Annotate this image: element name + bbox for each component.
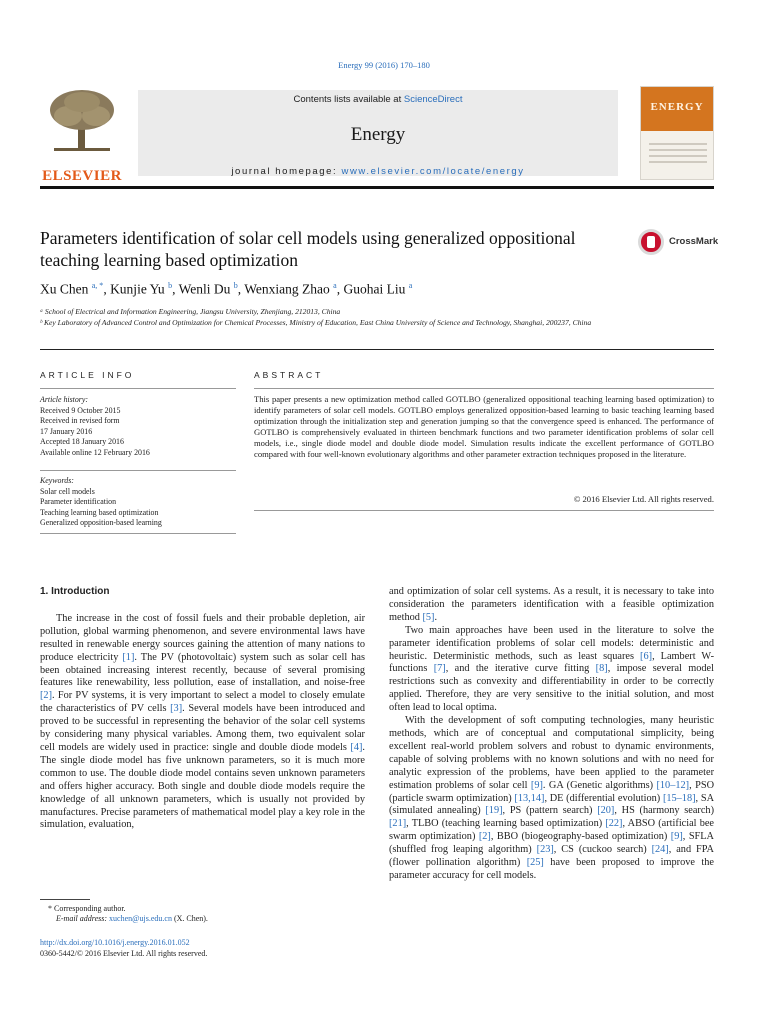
author-name: Kunjie Yu	[110, 281, 169, 297]
body-column-left	[40, 586, 365, 832]
crossmark-badge[interactable]	[638, 229, 718, 257]
reference-link[interactable]: [20]	[597, 805, 615, 817]
body-paragraph	[389, 625, 714, 715]
reference-link[interactable]: [3]	[170, 703, 183, 715]
journal-banner	[138, 90, 618, 176]
body-text: have been proposed to improve the parameter accuracy for cell models.	[389, 857, 714, 881]
email-note: E-mail address: xuchen@ujs.edu.cn (X. Chen).	[56, 914, 208, 923]
footnote-rule	[40, 899, 90, 900]
body-text: , SFLA (shuffled frog leaping algorithm)	[389, 831, 714, 856]
reference-link[interactable]: [19]	[485, 805, 503, 817]
reference-link[interactable]: [2]	[478, 831, 491, 843]
reference-link[interactable]: [6]	[640, 650, 653, 662]
reference-link[interactable]: [24]	[651, 844, 669, 856]
abstract-copyright: © 2016 Elsevier Ltd. All rights reserved.	[573, 494, 714, 504]
article-title: Parameters identification of solar cell models using generalized oppositional teaching learning based optimization	[40, 228, 576, 270]
info-divider	[40, 388, 236, 389]
homepage-line: journal homepage: www.elsevier.com/locate/energy	[231, 166, 525, 177]
body-paragraph	[40, 613, 365, 832]
history-entry: Accepted 18 January 2016	[40, 437, 124, 446]
doi-link[interactable]: http://dx.doi.org/10.1016/j.energy.2016.01.052	[40, 938, 190, 947]
body-text: . The PV (photovoltaic) system such as solar cell has been obtained increasing interest recently, because of several promising features like renewability, less pollution, ease of installation, and noise-free	[40, 651, 365, 689]
reference-link[interactable]: [8]	[595, 663, 608, 675]
cover-title: ENERGY	[650, 101, 704, 113]
citation-line[interactable]: Energy 99 (2016) 170–180	[338, 60, 430, 70]
corresponding-author-note: * Corresponding author.	[48, 904, 126, 913]
author-name: Wenxiang Zhao	[244, 281, 334, 297]
abstract-divider-top	[254, 388, 714, 389]
journal-name: Energy	[350, 124, 406, 145]
article-info-heading: ARTICLE INFO	[40, 370, 135, 380]
info-bottom-divider	[40, 533, 236, 534]
keyword: Generalized opposition-based learning	[40, 518, 162, 527]
body-text: Two main approaches have been used in the literature to solve the parameter identification problems of solar cell models: deterministic and heuristic. Deterministic methods, such as least squares	[389, 624, 714, 662]
reference-link[interactable]: [4]	[350, 741, 363, 753]
masthead-divider	[40, 186, 714, 189]
body-text: , Lambert W-functions	[389, 650, 714, 675]
author-affiliation-marker[interactable]: a, *	[91, 281, 104, 290]
body-text: .	[434, 611, 438, 623]
history-entry: Available online 12 February 2016	[40, 447, 150, 457]
reference-link[interactable]: [2]	[40, 690, 53, 702]
sciencedirect-link[interactable]: ScienceDirect	[403, 94, 463, 105]
body-text: , and the iterative curve fitting	[445, 663, 596, 675]
author-affiliation-marker[interactable]: a	[408, 281, 413, 290]
body-text: . Several models have been introduced and proved to be successful in representing the behavior of the solar cell systems by considering many physical variables. Among them, two equivalent solar cell models are widely used in practice: single and double diode models	[40, 703, 365, 753]
keywords-divider	[40, 470, 236, 471]
reference-link[interactable]: [7]	[433, 663, 446, 675]
body-text: , ABSO (artificial bee swarm optimization)	[389, 818, 714, 843]
reference-link[interactable]: [9]	[530, 779, 543, 791]
reference-link[interactable]: [5]	[422, 611, 435, 623]
email-link[interactable]: xuchen@ujs.edu.cn	[109, 914, 172, 923]
body-text: and optimization of solar cell systems. As a result, it is necessary to take into consideration the parameters identification with a feasible optimization method	[389, 586, 714, 623]
history-entry: Received 9 October 2015	[40, 405, 121, 415]
body-text: , PS (pattern search)	[502, 805, 598, 817]
body-text: . GA (Genetic algorithms)	[542, 779, 657, 791]
reference-link[interactable]: [9]	[670, 831, 683, 843]
reference-link[interactable]: [13,14]	[514, 792, 545, 804]
author-affiliation-marker[interactable]: b	[233, 281, 238, 290]
body-text: The increase in the cost of fossil fuels and their probable depletion, air pollution, global warming phenomenon, and severe environmental laws have resulted in renewable energy sources gaining the attention of many nations to produce electricity	[40, 612, 365, 663]
crossmark-icon	[638, 229, 664, 255]
reference-link[interactable]: [1]	[122, 651, 135, 663]
section-heading: 1. Introduction	[40, 586, 110, 597]
article-history: Article history: Received 9 October 2015 Received in revised form 17 January 2016 Accepted 18 January 2016 Available online 12 February 2016	[40, 395, 240, 458]
body-text: , SA (simulated annealing)	[389, 792, 715, 817]
reference-link[interactable]: [25]	[526, 857, 544, 869]
body-text: , HS (harmony search)	[614, 805, 714, 817]
keywords: Keywords: Solar cell models Parameter identification Teaching learning based optimization Generalized opposition-based learning	[40, 476, 240, 529]
body-column-right	[389, 586, 714, 883]
author-affiliation-marker[interactable]: a	[333, 281, 337, 290]
keyword: Teaching learning based optimization	[40, 507, 159, 517]
issn-copyright: 0360-5442/© 2016 Elsevier Ltd. All rights reserved.	[40, 949, 208, 958]
reference-link[interactable]: [21]	[389, 818, 407, 830]
author-list: Xu Chen $^{a, *}$, Kunjie Yu $^b$, Wenli Du $^b$, Wenxiang Zhao $^a$, Guohai Liu $^a$	[40, 281, 413, 297]
abstract-heading: ABSTRACT	[254, 370, 324, 380]
keyword: Solar cell models	[40, 486, 95, 496]
body-text: . The single diode model has five unknown parameters, so it is much more common to use. The double diode model contains seven unknown parameters and offers higher accuracy. Both single and double diode models require the knowledge of all unknown parameters, which is usually not provided by manufactures. Precise parameters of mathematical model play a key role in the simulation, evaluation,	[40, 741, 365, 831]
author-affiliation-marker[interactable]: b	[168, 281, 173, 290]
reference-link[interactable]: [23]	[536, 844, 554, 856]
journal-masthead	[40, 84, 714, 184]
elsevier-logo[interactable]	[40, 88, 124, 184]
author-name: Xu Chen	[40, 281, 92, 297]
body-text: With the development of soft computing technologies, many heuristic methods, which are of conceptual and computational simplicity, being excellent real-world problem solvers and robust to dynamic environments, capable of solving problems with no known solutions and with no need for analytic expression of the problems, have been applied to the parameter estimation problems of solar cell	[389, 715, 714, 791]
journal-cover-thumbnail[interactable]	[640, 86, 714, 180]
body-text: , impose several model restrictions such as convexity and differentiability in order to be correctly applied. Therefore, they are very sensitive to the initial solution, and most often lead to local optima.	[389, 663, 714, 714]
reference-link[interactable]: [15–18]	[662, 792, 696, 804]
abstract-divider-bottom	[254, 510, 714, 511]
body-text: , DE (differential evolution)	[544, 792, 663, 804]
homepage-link[interactable]: www.elsevier.com/locate/energy	[341, 166, 525, 177]
header-divider	[40, 349, 714, 350]
author-name: Guohai Liu	[343, 281, 409, 297]
contents-line: Contents lists available at ScienceDirect	[293, 94, 463, 105]
reference-link[interactable]: [22]	[605, 818, 623, 830]
affiliation-b: ᵇ Key Laboratory of Advanced Control and Optimization for Chemical Processes, Ministry of Education, East China University of Science and Technology, Shanghai, 200237, China	[40, 318, 592, 327]
keyword: Parameter identification	[40, 497, 117, 506]
body-text: , BBO (biogeography-based optimization)	[490, 831, 671, 843]
author-name: Wenli Du	[178, 281, 234, 297]
body-text: . For PV systems, it is very important to select a model to closely emulate the characteristics of PV cells	[40, 690, 365, 715]
history-entry: 17 January 2016	[40, 426, 93, 436]
elsevier-wordmark: ELSEVIER	[42, 168, 122, 184]
body-text: , PSO (particle swarm optimization)	[389, 779, 715, 804]
abstract-text: This paper presents a new optimization method called GOTLBO (generalized oppositional teaching learning based optimization) to identify parameters of solar cell models. GOTLBO employs generalized opposition-based learning to basic teaching learning based optimization through the initialization step and generation jumping so that the convergence speed is enhanced. The performance of GOTLBO is comprehensively evaluated in thirteen benchmark functions and two parameter identification problems of solar cell models, i.e., single diode model and double diode model. Simulation results indicate the excellent performance of GOTLBO compared with four well-known evolutionary algorithms and other parameter extraction techniques proposed in the literature.	[254, 394, 714, 460]
elsevier-tree-icon	[46, 88, 118, 154]
body-paragraph	[389, 586, 714, 625]
body-text: , CS (cuckoo search)	[553, 844, 652, 856]
body-text: , TLBO (teaching learning based optimization)	[406, 818, 606, 830]
body-paragraph	[389, 715, 714, 883]
crossmark-label: CrossMark	[669, 236, 719, 247]
body-text: , and FPA (flower pollination algorithm)	[389, 844, 714, 869]
reference-link[interactable]: [10–12]	[656, 779, 690, 791]
affiliation-a: ᵃ School of Electrical and Information Engineering, Jiangsu University, Zhenjiang, 212013, China	[40, 307, 341, 316]
history-entry: Received in revised form	[40, 416, 120, 425]
